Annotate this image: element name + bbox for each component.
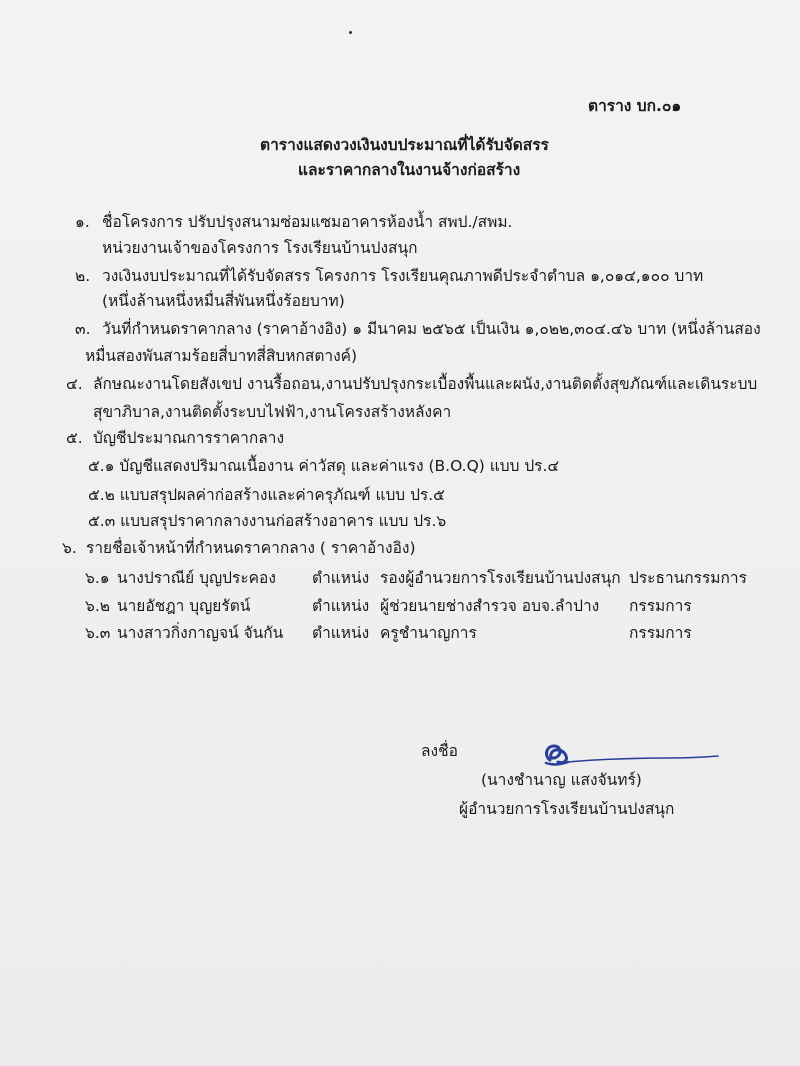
item-1-project-name: ชื่อโครงการ ปรับปรุงสนามซ่อมแซมอาคารห้องน้ำ สพป./สพม. xyxy=(102,213,513,231)
item-4-number: ๔. xyxy=(66,375,83,393)
committee-3-role: กรรมการ xyxy=(629,624,692,642)
signer-name: (นางชำนาญ แสงจันทร์) xyxy=(481,771,642,789)
item-2-budget-words: (หนึ่งล้านหนึ่งหมื่นสี่พันหนึ่งร้อยบาท) xyxy=(102,292,345,310)
item-4-work-description-cont: สุขาภิบาล,งานติดตั้งระบบไฟฟ้า,งานโครงสร้างหลังคา xyxy=(93,403,452,421)
committee-1-no: ๖.๑ xyxy=(85,569,110,587)
item-3-number: ๓. xyxy=(75,320,91,338)
committee-3-no: ๖.๓ xyxy=(85,624,111,642)
committee-3-name: นางสาวกิ่งกาญจน์ จันกัน xyxy=(117,624,284,642)
item-2-budget: วงเงินงบประมาณที่ได้รับจัดสรร โครงการ โรงเรียนคุณภาพดีประจำตำบล ๑,๐๑๔,๑๐๐ บาท xyxy=(102,267,704,285)
item-3-price-words: หมื่นสองพันสามร้อยสี่บาทสี่สิบหกสตางค์) xyxy=(85,347,358,365)
committee-1-name: นางปราณีย์ บุญประคอง xyxy=(117,569,276,587)
committee-1-position: รองผู้อำนวยการโรงเรียนบ้านปงสนุก xyxy=(380,569,621,587)
item-5-number: ๕. xyxy=(66,429,83,447)
signer-title: ผู้อำนวยการโรงเรียนบ้านปงสนุก xyxy=(459,800,675,818)
item-5-1: ๕.๑ บัญชีแสดงปริมาณเนื้องาน ค่าวัสดุ และค่าแรง (B.O.Q) แบบ ปร.๔ xyxy=(88,457,560,475)
committee-2-no: ๖.๒ xyxy=(85,597,110,615)
form-code: ตาราง บก.๐๑ xyxy=(588,97,682,115)
doc-title-line2: และราคากลางในงานจ้างก่อสร้าง xyxy=(298,161,521,179)
committee-3-position: ครูชำนาญการ xyxy=(380,624,477,642)
item-3-reference-price: วันที่กำหนดราคากลาง (ราคาอ้างอิง) ๑ มีนาคม ๒๕๖๕ เป็นเงิน ๑,๐๒๒,๓๐๔.๔๖ บาท (หนึ่งล้านสอง xyxy=(102,320,761,338)
committee-2-position-label: ตำแหน่ง xyxy=(312,597,370,615)
doc-title-line1: ตารางแสดงวงเงินงบประมาณที่ได้รับจัดสรร xyxy=(260,136,549,154)
committee-2-position: ผู้ช่วยนายช่างสำรวจ อบจ.ลำปาง xyxy=(380,597,600,615)
speck-mark xyxy=(349,31,352,34)
committee-2-role: กรรมการ xyxy=(629,597,692,615)
committee-1-position-label: ตำแหน่ง xyxy=(312,569,370,587)
item-2-number: ๒. xyxy=(75,267,91,285)
signature-label: ลงชื่อ xyxy=(421,742,458,760)
committee-2-name: นายอัชฎา บุญยรัตน์ xyxy=(117,597,251,615)
item-6-number: ๖. xyxy=(62,539,77,557)
item-1-owner-agency: หน่วยงานเจ้าของโครงการ โรงเรียนบ้านปงสนุก xyxy=(102,239,418,257)
committee-3-position-label: ตำแหน่ง xyxy=(312,624,370,642)
item-5-heading: บัญชีประมาณการราคากลาง xyxy=(93,429,285,447)
item-4-work-description: ลักษณะงานโดยสังเขป งานรื้อถอน,งานปรับปรุงกระเบื้องพื้นและผนัง,งานติดตั้งสุขภัณฑ์และเดินระบบ xyxy=(93,375,758,393)
item-5-2: ๕.๒ แบบสรุปผลค่าก่อสร้างและค่าครุภัณฑ์ แบบ ปร.๕ xyxy=(88,486,445,504)
committee-1-role: ประธานกรรมการ xyxy=(629,569,747,587)
item-1-number: ๑. xyxy=(75,213,90,231)
item-5-3: ๕.๓ แบบสรุปราคากลางงานก่อสร้างอาคาร แบบ ปร.๖ xyxy=(88,512,447,530)
item-6-heading: รายชื่อเจ้าหน้าที่กำหนดราคากลาง ( ราคาอ้างอิง) xyxy=(86,539,416,557)
